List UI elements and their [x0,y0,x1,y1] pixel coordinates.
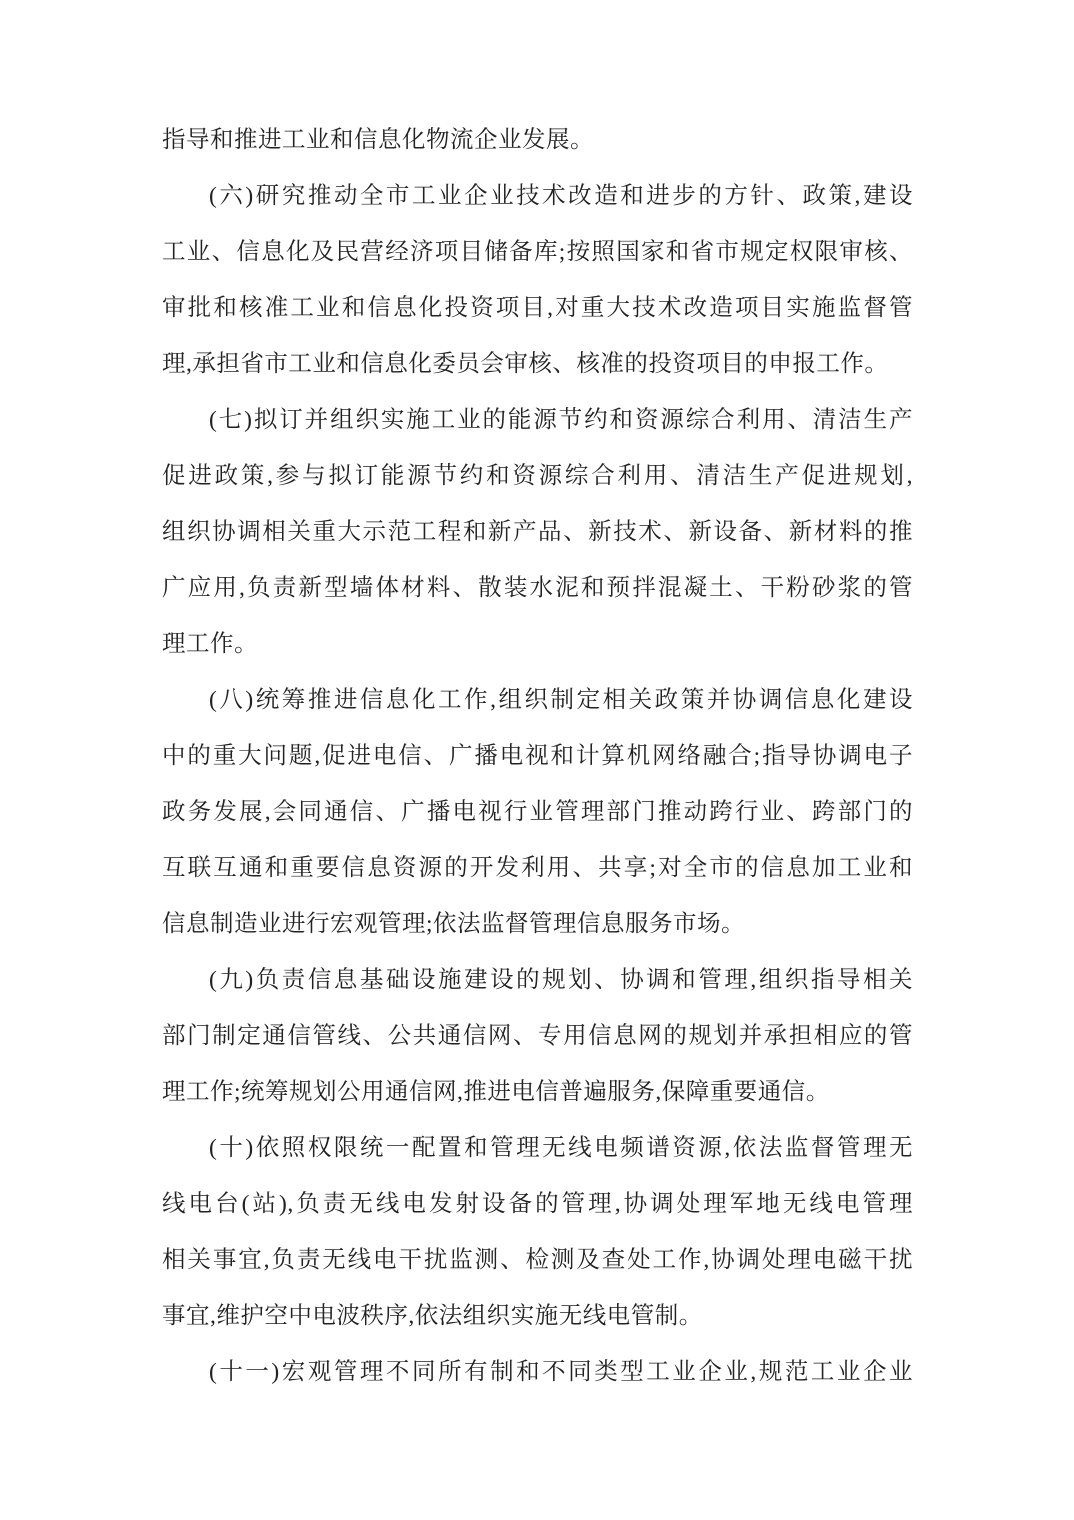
text-line: (六)研究推动全市工业企业技术改造和进步的方针、政策,建设 [209,183,913,209]
text-line: 信息制造业进行宏观管理;依法监督管理信息服务市场。 [162,911,746,937]
text-line: (九)负责信息基础设施建设的规划、协调和管理,组织指导相关 [209,967,913,993]
text-line: (十)依照权限统一配置和管理无线电频谱资源,依法监督管理无 [209,1135,913,1161]
text-line: 相关事宜,负责无线电干扰监测、检测及查处工作,协调处理电磁干扰 [162,1247,913,1273]
text-line: 事宜,维护空中电波秩序,依法组织实施无线电管制。 [162,1303,703,1329]
text-line: 政务发展,会同通信、广播电视行业管理部门推动跨行业、跨部门的 [162,799,913,825]
text-line: 线电台(站),负责无线电发射设备的管理,协调处理军地无线电管理 [162,1191,913,1217]
text-line: (八)统筹推进信息化工作,组织制定相关政策并协调信息化建设 [209,687,913,713]
text-line: 审批和核准工业和信息化投资项目,对重大技术改造项目实施监督管 [162,295,913,321]
text-line: 互联互通和重要信息资源的开发利用、共享;对全市的信息加工业和 [162,855,913,881]
text-line: (七)拟订并组织实施工业的能源节约和资源综合利用、清洁生产 [209,407,913,433]
document-text-block [162,112,913,1400]
text-line: 部门制定通信管线、公共通信网、专用信息网的规划并承担相应的管 [162,1023,913,1049]
text-line: 指导和推进工业和信息化物流企业发展。 [162,127,594,153]
text-line: 理,承担省市工业和信息化委员会审核、核准的投资项目的申报工作。 [162,351,889,377]
text-line: 理工作。 [162,631,258,657]
text-line: (十一)宏观管理不同所有制和不同类型工业企业,规范工业企业 [209,1359,913,1385]
text-line: 广应用,负责新型墙体材料、散装水泥和预拌混凝土、干粉砂浆的管 [162,575,913,601]
text-line: 促进政策,参与拟订能源节约和资源综合利用、清洁生产促进规划, [162,463,913,489]
text-line: 中的重大问题,促进电信、广播电视和计算机网络融合;指导协调电子 [162,743,913,769]
text-line: 工业、信息化及民营经济项目储备库;按照国家和省市规定权限审核、 [162,239,913,265]
text-line: 理工作;统筹规划公用通信网,推进电信普遍服务,保障重要通信。 [162,1079,830,1105]
text-line: 组织协调相关重大示范工程和新产品、新技术、新设备、新材料的推 [162,519,913,545]
